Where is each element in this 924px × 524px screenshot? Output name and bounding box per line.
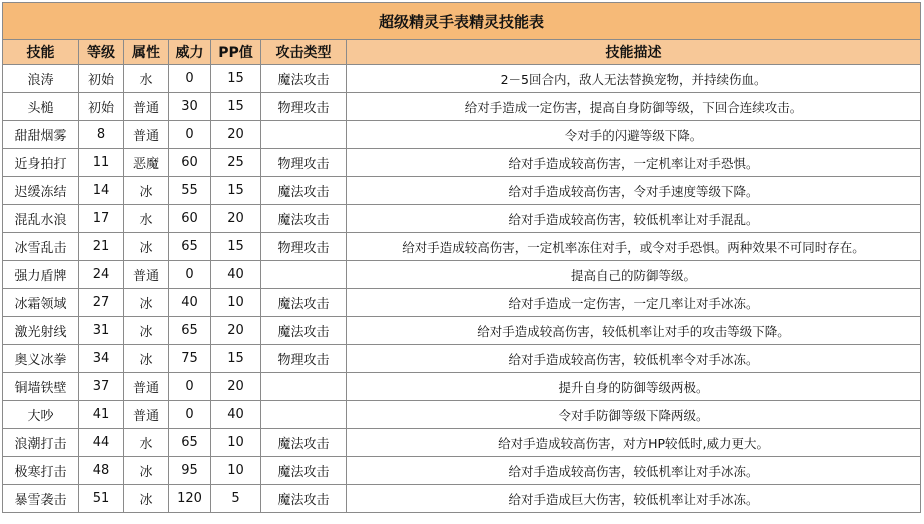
table-row — [3, 345, 921, 373]
cell-description: 给对手造成较高伤害，对方HP较低时,威力更大。 — [347, 429, 921, 457]
cell-pp: 10 — [211, 289, 261, 317]
cell-attribute: 水 — [124, 205, 169, 233]
cell-attribute: 水 — [124, 65, 169, 93]
cell-level: 41 — [79, 401, 124, 429]
cell-power: 65 — [169, 317, 211, 345]
table-row — [3, 149, 921, 177]
cell-skill-name: 冰霜领域 — [3, 289, 79, 317]
header-row — [3, 40, 921, 65]
cell-power: 0 — [169, 373, 211, 401]
cell-attack-type: 物理攻击 — [261, 149, 347, 177]
skill-table — [2, 2, 921, 513]
cell-skill-name: 铜墙铁壁 — [3, 373, 79, 401]
cell-description: 给对手造成较高伤害，令对手速度等级下降。 — [347, 177, 921, 205]
cell-power: 120 — [169, 485, 211, 513]
cell-skill-name: 强力盾牌 — [3, 261, 79, 289]
cell-level: 初始 — [79, 93, 124, 121]
cell-attack-type: 魔法攻击 — [261, 177, 347, 205]
cell-attack-type: 魔法攻击 — [261, 457, 347, 485]
cell-attack-type: 物理攻击 — [261, 233, 347, 261]
cell-skill-name: 甜甜烟雾 — [3, 121, 79, 149]
cell-level: 24 — [79, 261, 124, 289]
cell-attribute: 普通 — [124, 121, 169, 149]
cell-skill-name: 浪涛 — [3, 65, 79, 93]
cell-pp: 25 — [211, 149, 261, 177]
cell-level: 48 — [79, 457, 124, 485]
cell-description: 给对手造成一定伤害，提高自身防御等级，下回合连续攻击。 — [347, 93, 921, 121]
cell-power: 95 — [169, 457, 211, 485]
cell-skill-name: 大吵 — [3, 401, 79, 429]
cell-description: 给对手造成较高伤害，一定机率让对手恐惧。 — [347, 149, 921, 177]
table-body — [3, 65, 921, 513]
cell-description: 给对手造成巨大伤害，较低机率让对手冰冻。 — [347, 485, 921, 513]
cell-description: 给对手造成较高伤害，一定机率冻住对手，或令对手恐惧。两种效果不可同时存在。 — [347, 233, 921, 261]
cell-pp: 40 — [211, 261, 261, 289]
cell-description: 给对手造成一定伤害，一定几率让对手冰冻。 — [347, 289, 921, 317]
table-row — [3, 261, 921, 289]
cell-pp: 20 — [211, 121, 261, 149]
cell-power: 55 — [169, 177, 211, 205]
header-attribute: 属性 — [124, 40, 169, 65]
cell-pp: 20 — [211, 373, 261, 401]
cell-attack-type: 魔法攻击 — [261, 429, 347, 457]
cell-description: 令对手防御等级下降两级。 — [347, 401, 921, 429]
cell-description: 给对手造成较高伤害，较低机率令对手冰冻。 — [347, 345, 921, 373]
table-row — [3, 205, 921, 233]
cell-power: 60 — [169, 205, 211, 233]
cell-power: 30 — [169, 93, 211, 121]
cell-pp: 15 — [211, 177, 261, 205]
cell-pp: 5 — [211, 485, 261, 513]
cell-level: 31 — [79, 317, 124, 345]
cell-attribute: 恶魔 — [124, 149, 169, 177]
table-row — [3, 373, 921, 401]
cell-pp: 20 — [211, 317, 261, 345]
header-skill-name: 技能 — [3, 40, 79, 65]
cell-level: 17 — [79, 205, 124, 233]
cell-attribute: 普通 — [124, 261, 169, 289]
table-row — [3, 177, 921, 205]
cell-description: 给对手造成较高伤害，较低机率让对手冰冻。 — [347, 457, 921, 485]
cell-skill-name: 浪潮打击 — [3, 429, 79, 457]
table-row — [3, 429, 921, 457]
header-level: 等级 — [79, 40, 124, 65]
table-row — [3, 233, 921, 261]
cell-power: 75 — [169, 345, 211, 373]
cell-attack-type: 物理攻击 — [261, 345, 347, 373]
cell-description: 给对手造成较高伤害，较低机率让对手混乱。 — [347, 205, 921, 233]
cell-attack-type — [261, 373, 347, 401]
cell-attribute: 普通 — [124, 401, 169, 429]
cell-level: 37 — [79, 373, 124, 401]
header-pp: PP值 — [211, 40, 261, 65]
cell-power: 65 — [169, 429, 211, 457]
cell-skill-name: 极寒打击 — [3, 457, 79, 485]
cell-skill-name: 暴雪袭击 — [3, 485, 79, 513]
cell-pp: 10 — [211, 429, 261, 457]
table-row — [3, 401, 921, 429]
table-row — [3, 317, 921, 345]
cell-attribute: 冰 — [124, 317, 169, 345]
cell-power: 65 — [169, 233, 211, 261]
cell-attack-type — [261, 401, 347, 429]
cell-attack-type — [261, 261, 347, 289]
header-attack-type: 攻击类型 — [261, 40, 347, 65]
cell-attribute: 冰 — [124, 233, 169, 261]
cell-pp: 20 — [211, 205, 261, 233]
header-description: 技能描述 — [347, 40, 921, 65]
cell-level: 51 — [79, 485, 124, 513]
table-row — [3, 121, 921, 149]
cell-description: 给对手造成较高伤害，较低机率让对手的攻击等级下降。 — [347, 317, 921, 345]
table-row — [3, 457, 921, 485]
cell-attack-type: 魔法攻击 — [261, 205, 347, 233]
cell-attribute: 冰 — [124, 485, 169, 513]
cell-power: 40 — [169, 289, 211, 317]
table-row — [3, 289, 921, 317]
cell-power: 0 — [169, 401, 211, 429]
cell-attack-type: 物理攻击 — [261, 93, 347, 121]
cell-description: 提升自身的防御等级两极。 — [347, 373, 921, 401]
cell-attribute: 普通 — [124, 93, 169, 121]
cell-pp: 15 — [211, 345, 261, 373]
cell-attack-type — [261, 121, 347, 149]
cell-attribute: 冰 — [124, 345, 169, 373]
table-row — [3, 93, 921, 121]
table-row — [3, 65, 921, 93]
cell-level: 27 — [79, 289, 124, 317]
cell-attribute: 普通 — [124, 373, 169, 401]
header-power: 威力 — [169, 40, 211, 65]
cell-attack-type: 魔法攻击 — [261, 317, 347, 345]
cell-skill-name: 奥义冰拳 — [3, 345, 79, 373]
cell-power: 60 — [169, 149, 211, 177]
cell-level: 14 — [79, 177, 124, 205]
cell-level: 21 — [79, 233, 124, 261]
cell-power: 0 — [169, 121, 211, 149]
cell-power: 0 — [169, 261, 211, 289]
cell-skill-name: 头槌 — [3, 93, 79, 121]
cell-skill-name: 迟缓冻结 — [3, 177, 79, 205]
cell-skill-name: 激光射线 — [3, 317, 79, 345]
cell-level: 8 — [79, 121, 124, 149]
cell-level: 11 — [79, 149, 124, 177]
cell-pp: 10 — [211, 457, 261, 485]
table-row — [3, 485, 921, 513]
cell-attribute: 冰 — [124, 177, 169, 205]
cell-attack-type: 魔法攻击 — [261, 289, 347, 317]
cell-attribute: 冰 — [124, 457, 169, 485]
cell-attack-type: 魔法攻击 — [261, 485, 347, 513]
cell-attribute: 水 — [124, 429, 169, 457]
cell-level: 44 — [79, 429, 124, 457]
cell-attack-type: 魔法攻击 — [261, 65, 347, 93]
cell-pp: 15 — [211, 93, 261, 121]
cell-description: 2－5回合内，敌人无法替换宠物，并持续伤血。 — [347, 65, 921, 93]
cell-pp: 40 — [211, 401, 261, 429]
cell-attribute: 冰 — [124, 289, 169, 317]
cell-pp: 15 — [211, 233, 261, 261]
cell-level: 34 — [79, 345, 124, 373]
skill-table-container — [2, 2, 920, 513]
cell-level: 初始 — [79, 65, 124, 93]
cell-pp: 15 — [211, 65, 261, 93]
cell-skill-name: 冰雪乱击 — [3, 233, 79, 261]
table-title: 超级精灵手表精灵技能表 — [3, 3, 921, 40]
cell-skill-name: 近身拍打 — [3, 149, 79, 177]
cell-description: 令对手的闪避等级下降。 — [347, 121, 921, 149]
cell-power: 0 — [169, 65, 211, 93]
cell-description: 提高自己的防御等级。 — [347, 261, 921, 289]
cell-skill-name: 混乱水浪 — [3, 205, 79, 233]
